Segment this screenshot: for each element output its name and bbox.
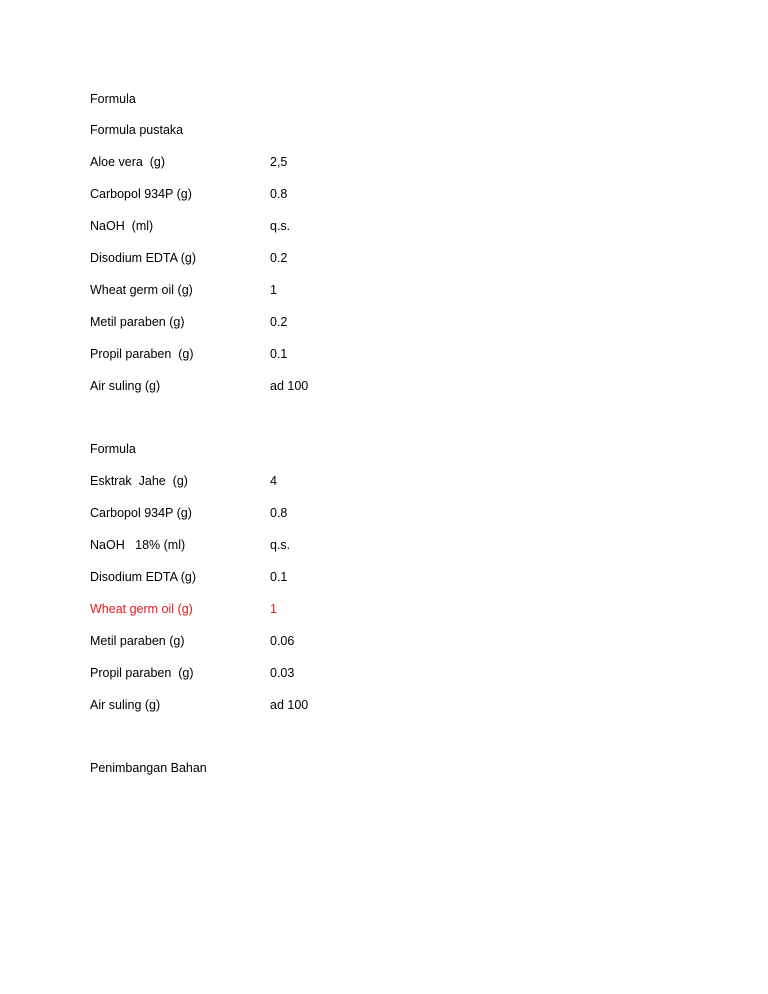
ingredient-amount: q.s. <box>270 538 291 552</box>
formula-row <box>90 185 490 203</box>
formula-row <box>90 568 490 586</box>
ingredient-amount: 4 <box>270 474 277 488</box>
ingredient-amount: 0.2 <box>270 315 288 329</box>
ingredient-name: Propil paraben (g) <box>90 347 194 361</box>
ingredient-name: Carbopol 934P (g) <box>90 187 192 201</box>
ingredient-amount: 0.2 <box>270 251 288 265</box>
ingredient-amount: 1 <box>270 602 277 616</box>
ingredient-name: Aloe vera (g) <box>90 155 166 169</box>
ingredient-name: Disodium EDTA (g) <box>90 251 197 265</box>
formula-row-highlighted <box>90 600 490 618</box>
ingredient-name: Air suling (g) <box>90 698 161 712</box>
ingredient-name: Propil paraben (g) <box>90 666 194 680</box>
formula-row <box>90 632 490 650</box>
ingredient-amount: 0.06 <box>270 634 295 648</box>
section3-heading: Penimbangan Bahan <box>90 761 207 775</box>
formula-row <box>90 696 490 714</box>
formula-row <box>90 249 490 267</box>
ingredient-name: Metil paraben (g) <box>90 634 185 648</box>
ingredient-name: NaOH 18% (ml) <box>90 538 186 552</box>
formula-row <box>90 472 490 490</box>
formula-row <box>90 536 490 554</box>
ingredient-name: Metil paraben (g) <box>90 315 185 329</box>
ingredient-amount: 0.1 <box>270 570 288 584</box>
formula-row <box>90 504 490 522</box>
ingredient-name: Wheat germ oil (g) <box>90 602 193 616</box>
section1-subheading: Formula pustaka <box>90 123 184 137</box>
formula-row <box>90 281 490 299</box>
ingredient-name: Wheat germ oil (g) <box>90 283 193 297</box>
formula-row <box>90 664 490 682</box>
ingredient-amount: 2,5 <box>270 155 288 169</box>
ingredient-amount: 0.8 <box>270 187 288 201</box>
ingredient-amount: 0.1 <box>270 347 288 361</box>
section1-heading: Formula <box>90 92 136 106</box>
ingredient-amount: 0.03 <box>270 666 295 680</box>
ingredient-name: Disodium EDTA (g) <box>90 570 197 584</box>
formula-row <box>90 345 490 363</box>
ingredient-amount: 1 <box>270 283 277 297</box>
ingredient-amount: ad 100 <box>270 698 309 712</box>
formula-row <box>90 217 490 235</box>
ingredient-name: NaOH (ml) <box>90 219 154 233</box>
formula-row <box>90 153 490 171</box>
section2-heading: Formula <box>90 442 136 456</box>
ingredient-name: Esktrak Jahe (g) <box>90 474 188 488</box>
formula-row <box>90 377 490 395</box>
ingredient-amount: ad 100 <box>270 379 309 393</box>
ingredient-amount: q.s. <box>270 219 291 233</box>
ingredient-name: Air suling (g) <box>90 379 161 393</box>
formula-row <box>90 313 490 331</box>
ingredient-amount: 0.8 <box>270 506 288 520</box>
ingredient-name: Carbopol 934P (g) <box>90 506 192 520</box>
